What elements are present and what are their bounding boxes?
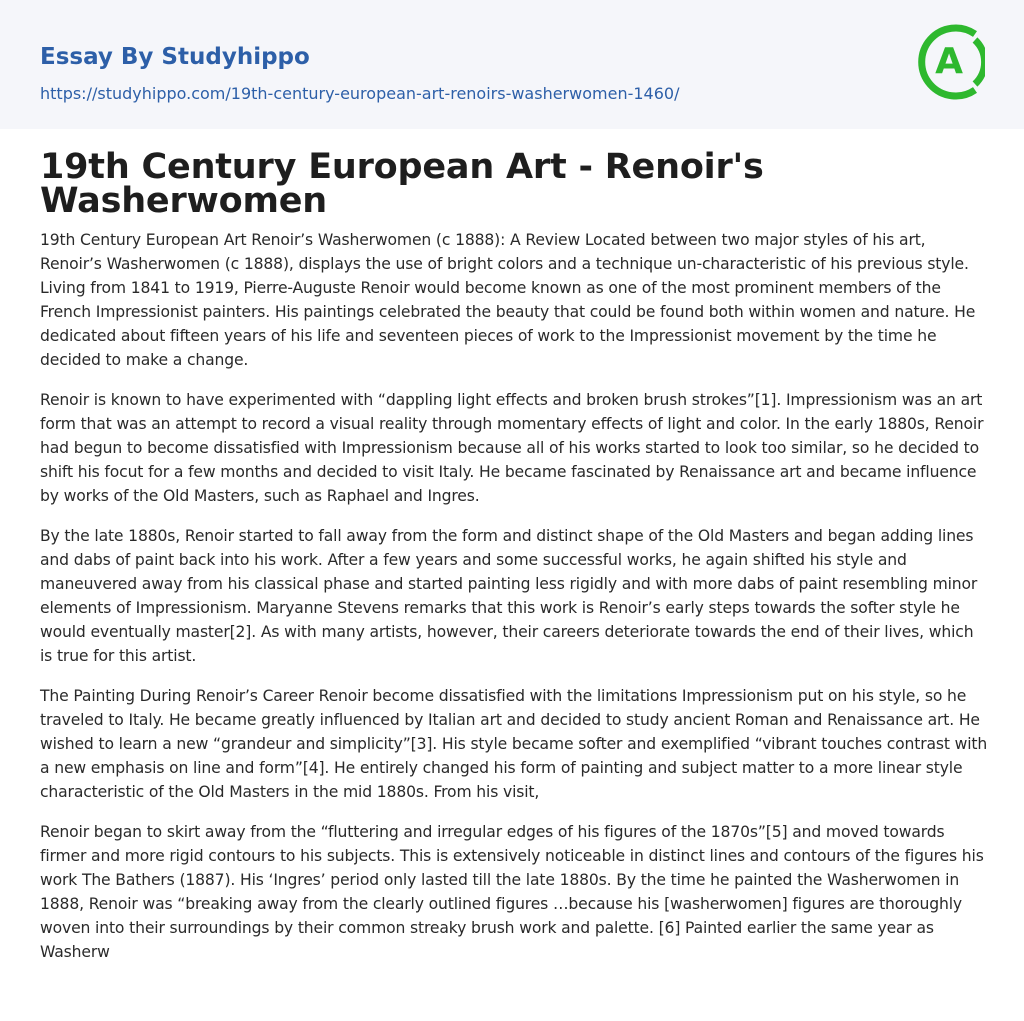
article-paragraph: 19th Century European Art Renoir’s Washerwomen (c 1888): A Review Located between two major styles of his art, Renoir’s Washerwomen (c 1888), displays the use of bright colors and a technique un-characteristic of his previous style. Living from 1841 to 1919, Pierre-Auguste Renoir would become known as one of the most prominent members of the French Impressionist painters. His paintings celebrated the beauty that could be found both within women and nature. He dedicated about fifteen years of his life and seventeen pieces of work to the Impressionist movement by the time he decided to make a change.	[40, 231, 976, 369]
brand-title[interactable]: Essay By Studyhippo	[40, 44, 310, 70]
source-url-link[interactable]: https://studyhippo.com/19th-century-european-art-renoirs-washerwomen-1460/	[40, 84, 680, 103]
article-paragraph: By the late 1880s, Renoir started to fall away from the form and distinct shape of the Old Masters and began adding lines and dabs of paint back into his work. After a few years and some successful works, he again shifted his style and maneuvered away from his classical phase and started painting less rigidly and with more dabs of paint resembling minor elements of Impressionism. Maryanne Stevens remarks that this work is Renoir’s early steps towards the softer style he would eventually master[2]. As with many artists, however, their careers deteriorate towards the end of their lives, which is true for this artist.	[40, 527, 978, 665]
article-paragraph: The Painting During Renoir’s Career Renoir become dissatisfied with the limitations Impressionism put on his style, so he traveled to Italy. He became greatly influenced by Italian art and decided to study ancient Roman and Renaissance art. He wished to learn a new “grandeur and simplicity”[3]. His style became softer and exemplified “vibrant touches contrast with a new emphasis on line and form”[4]. He entirely changed his form of painting and subject matter to a more linear style characteristic of the Old Masters in the mid 1880s. From his visit,	[40, 687, 988, 801]
grade-a-circle-icon[interactable]	[913, 20, 985, 104]
site-header	[0, 0, 1024, 129]
article-paragraph: Renoir is known to have experimented with “dappling light effects and broken brush strokes”[1]. Impressionism was an art form that was an attempt to record a visual reality through momentary effects of light and color. In the early 1880s, Renoir had begun to become dissatisfied with Impressionism because all of his works started to look too similar, so he decided to shift his focut for a few months and decided to visit Italy. He became fascinated by Renaissance art and became influence by works of the Old Masters, such as Raphael and Ingres.	[40, 391, 984, 505]
article-body	[40, 228, 988, 980]
page-title: 19th Century European Art - Renoir's Washerwomen	[40, 147, 764, 221]
article-paragraph: Renoir began to skirt away from the “fluttering and irregular edges of his figures of the 1870s”[5] and moved towards firmer and more rigid contours to his subjects. This is extensively noticeable in distinct lines and contours of the figures his work The Bathers (1887). His ‘Ingres’ period only lasted till the late 1880s. By the time he painted the Washerwomen in 1888, Renoir was “breaking away from the clearly outlined figures …because his [washerwomen] figures are thoroughly woven into their surroundings by their common streaky brush work and palette. [6] Painted earlier the same year as Washerw	[40, 823, 984, 961]
logo-letter: A	[935, 41, 963, 82]
